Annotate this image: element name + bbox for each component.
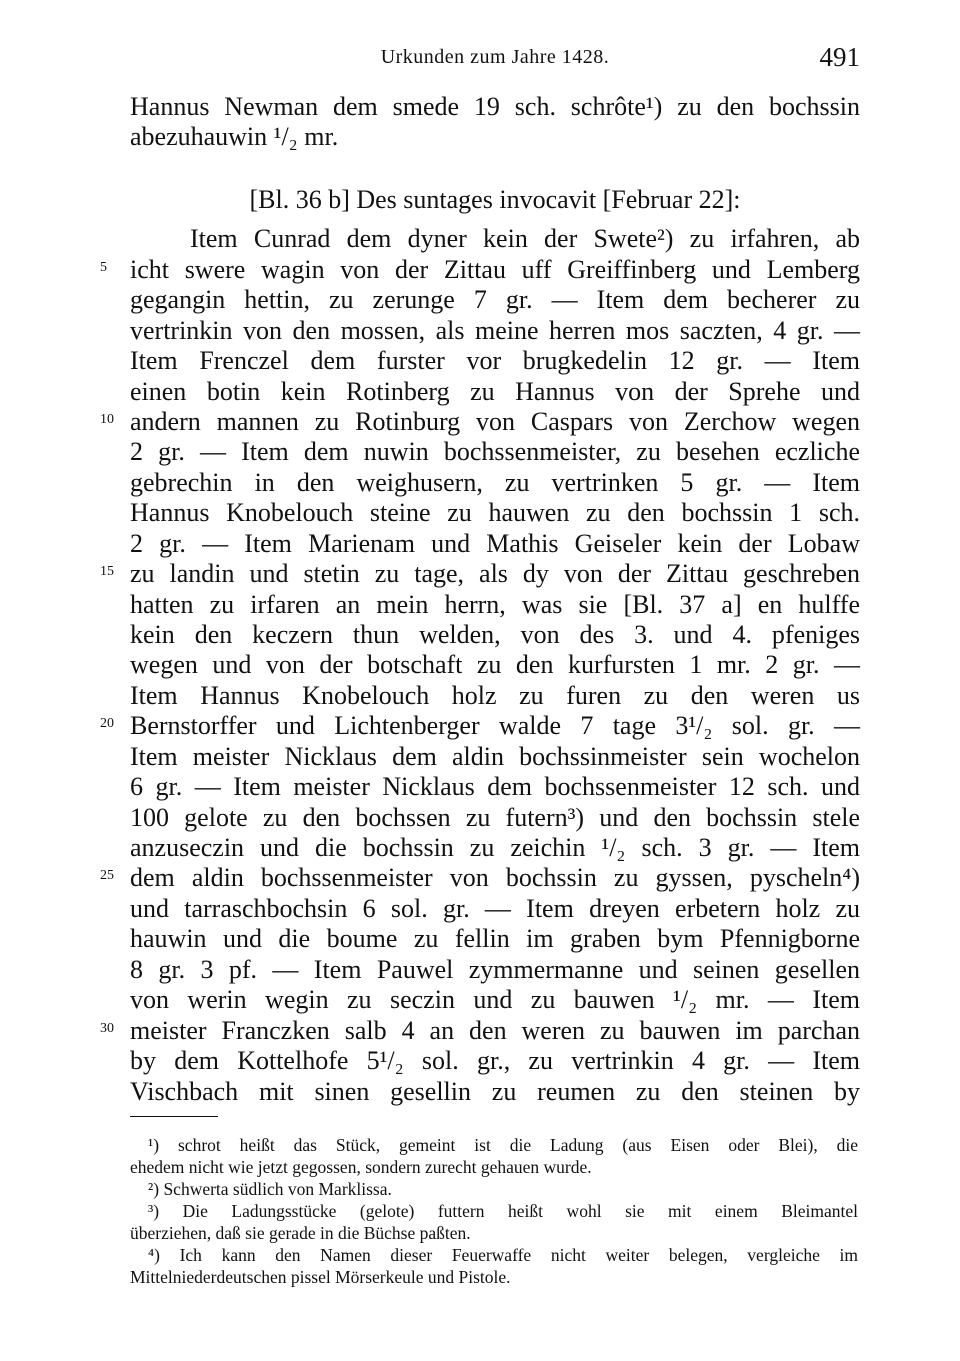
line-number: 30 — [100, 1021, 114, 1036]
text-line: Hannus Newman dem smede 19 sch. schrôte¹) zu den bochssin — [130, 92, 860, 121]
text-line: anzuseczin und die bochssin zu zeichin ¹/₂ sch. 3 gr. — Item — [130, 833, 860, 862]
footnote-line: Mittelniederdeutschen pissel Mörserkeule und Pistole. — [130, 1267, 511, 1287]
line-number: 15 — [100, 564, 114, 579]
text-line: kein den keczern thun welden, von des 3. und 4. pfeniges — [130, 620, 860, 649]
line-number: 10 — [100, 412, 114, 427]
text-line: meister Franczken salb 4 an den weren zu bauwen im parchan — [130, 1016, 860, 1045]
footnote-line: überziehen, daß sie gerade in die Büchse paßten. — [130, 1223, 471, 1243]
footnote-line: ³) Die Ladungsstücke (gelote) futtern heißt wohl sie mit einem Bleimantel — [148, 1201, 858, 1221]
text-line: hatten zu irfaren an mein herrn, was sie [Bl. 37 a] en hulffe — [130, 590, 860, 619]
text-line: zu landin und stetin zu tage, als dy von der Zittau geschreben — [130, 559, 860, 588]
text-line: 2 gr. — Item dem nuwin bochssenmeister, zu besehen eczliche — [130, 437, 860, 466]
text-line: Hannus Knobelouch steine zu hauwen zu den bochssin 1 sch. — [130, 498, 860, 527]
section-heading: [Bl. 36 b] Des suntages invocavit [Februar 22]: — [249, 185, 741, 214]
running-title: Urkunden zum Jahre 1428. — [380, 46, 610, 68]
text-line: einen botin kein Rotinberg zu Hannus von der Sprehe und — [130, 377, 860, 406]
text-line: dem aldin bochssenmeister von bochssin zu gyssen, pyscheln⁴) — [130, 863, 860, 892]
page-header — [130, 42, 860, 78]
text-line: wegen und von der botschaft zu den kurfursten 1 mr. 2 gr. — — [130, 650, 860, 679]
text-line: von werin wegin zu seczin und zu bauwen ¹/₂ mr. — Item — [130, 985, 860, 1014]
text-line: Item Cunrad dem dyner kein der Swete²) zu irfahren, ab — [190, 224, 860, 253]
page-number: 491 — [819, 42, 860, 72]
text-line: Bernstorffer und Lichtenberger walde 7 tage 3¹/₂ sol. gr. — — [130, 711, 860, 740]
text-line: Item Hannus Knobelouch holz zu furen zu den weren us — [130, 681, 860, 710]
text-line: by dem Kottelhofe 5¹/₂ sol. gr., zu vertrinkin 4 gr. — Item — [130, 1046, 860, 1075]
footnote-separator — [130, 1116, 218, 1117]
text-line: Vischbach mit sinen gesellin zu reumen zu den steinen by — [130, 1077, 860, 1106]
text-line: 100 gelote zu den bochssen zu futern³) und den bochssin stele — [130, 803, 860, 832]
text-line: Item meister Nicklaus dem aldin bochssinmeister sein wochelon — [130, 742, 860, 771]
text-line: 8 gr. 3 pf. — Item Pauwel zymmermanne und seinen gesellen — [130, 955, 860, 984]
text-line: abezuhauwin ¹/₂ mr. — [130, 122, 339, 151]
footnote-line: ¹) schrot heißt das Stück, gemeint ist die Ladung (aus Eisen oder Blei), die — [148, 1135, 858, 1155]
text-line: 2 gr. — Item Marienam und Mathis Geiseler kein der Lobaw — [130, 529, 860, 558]
text-line: Item Frenczel dem furster vor brugkedelin 12 gr. — Item — [130, 346, 860, 375]
text-line: 6 gr. — Item meister Nicklaus dem bochssenmeister 12 sch. und — [130, 772, 860, 801]
line-number: 5 — [100, 260, 107, 275]
line-number: 20 — [100, 716, 114, 731]
footnote-line: ⁴) Ich kann den Namen dieser Feuerwaffe nicht weiter belegen, vergleiche im — [148, 1245, 858, 1265]
text-line: hauwin und die boume zu fellin im graben bym Pfennigborne — [130, 924, 860, 953]
text-line: icht swere wagin von der Zittau uff Greiffinberg und Lemberg — [130, 255, 860, 284]
footnote-line: ehedem nicht wie jetzt gegossen, sondern zurecht gehauen wurde. — [130, 1157, 592, 1177]
footnote-line: ²) Schwerta südlich von Marklissa. — [148, 1179, 392, 1199]
text-line: gebrechin in den weighusern, zu vertrinken 5 gr. — Item — [130, 468, 860, 497]
text-line: andern mannen zu Rotinburg von Caspars von Zerchow wegen — [130, 407, 860, 436]
text-line: und tarraschbochsin 6 sol. gr. — Item dreyen erbetern holz zu — [130, 894, 860, 923]
text-line: gegangin hettin, zu zerunge 7 gr. — Item dem becherer zu — [130, 285, 860, 314]
text-line: vertrinkin von den mossen, als meine herren mos saczten, 4 gr. — — [130, 316, 860, 345]
line-number: 25 — [100, 868, 114, 883]
